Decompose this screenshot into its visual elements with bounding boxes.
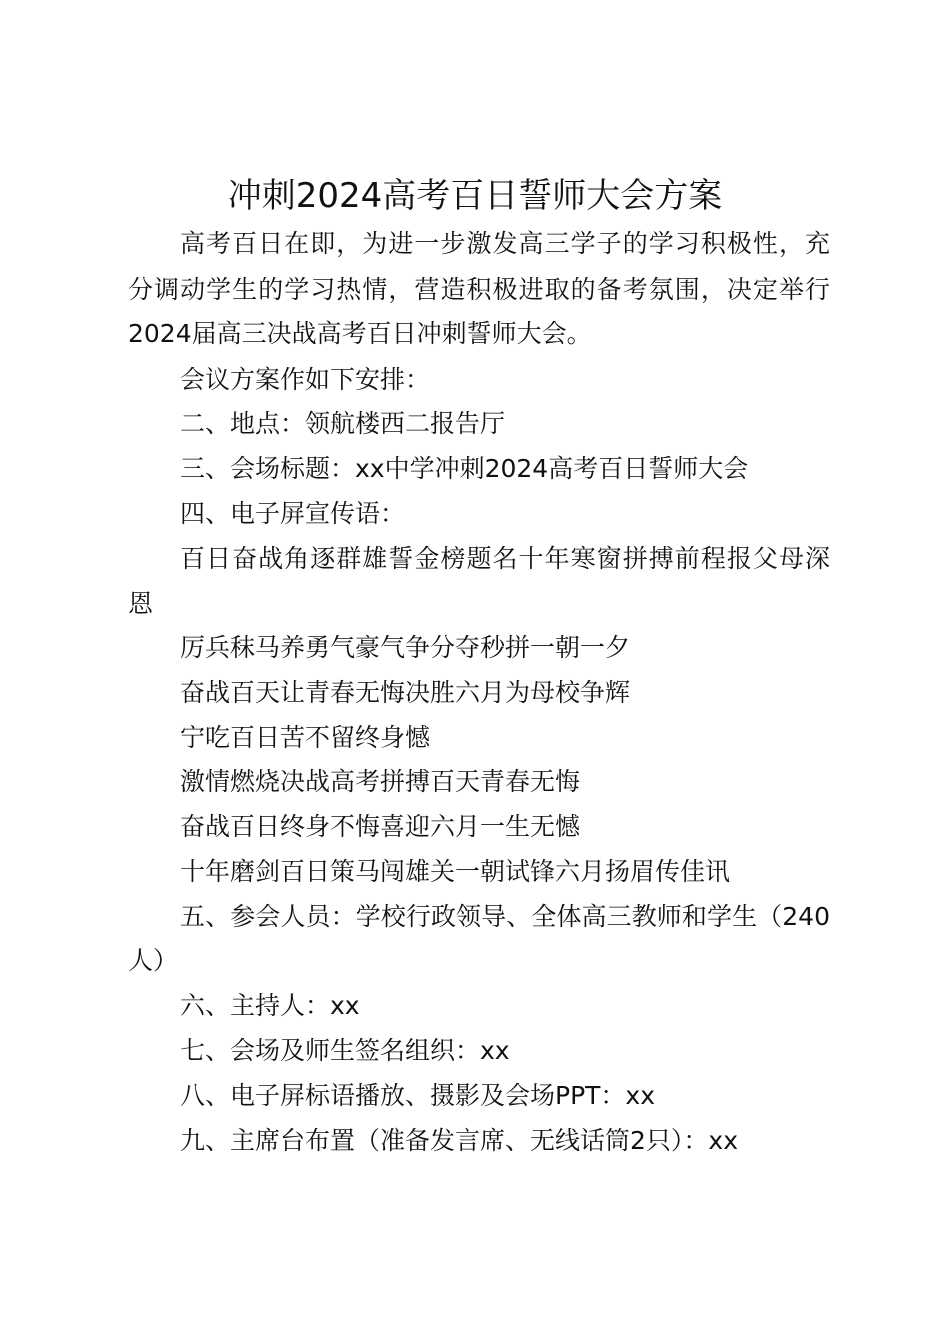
intro-line-2: 分调动学生的学习热情，营造积极进取的备考氛围，决定举行 [128,275,830,304]
item-screen-media: 八、电子屏标语播放、摄影及会场PPT：xx [180,1081,656,1110]
slogan-1-line-1: 百日奋战角逐群雄誓金榜题名十年寒窗拼搏前程报父母深 [180,544,830,573]
item-location: 二、地点：领航楼西二报告厅 [180,409,506,438]
participants-line-1: 五、参会人员：学校行政领导、全体高三教师和学生（240 [180,902,830,931]
item-screen-slogan-heading: 四、电子屏宣传语： [180,499,406,528]
item-venue-title: 三、会场标题：xx中学冲刺2024高考百日誓师大会 [180,454,749,483]
slogan-2: 厉兵秣马养勇气豪气争分夺秒拼一朝一夕 [180,633,631,662]
document-title: 冲刺2024高考百日誓师大会方案 [227,176,723,216]
slogan-6: 奋战百日终身不悔喜迎六月一生无憾 [180,812,581,841]
slogan-5: 激情燃烧决战高考拼搏百天青春无悔 [180,767,581,796]
slogan-3: 奋战百天让青春无悔决胜六月为母校争辉 [180,678,631,707]
slogan-7: 十年磨剑百日策马闯雄关一朝试锋六月扬眉传佳讯 [180,857,731,886]
participants-line-2: 人） [128,946,179,975]
arrangement-heading: 会议方案作如下安排： [180,365,431,394]
slogan-4: 宁吃百日苦不留终身憾 [180,723,431,752]
item-podium: 九、主席台布置（准备发言席、无线话筒2只）：xx [180,1126,738,1155]
intro-line-3: 2024届高三决战高考百日冲刺誓师大会。 [128,319,592,348]
intro-line-1: 高考百日在即，为进一步激发高三学子的学习积极性，充 [180,229,830,258]
item-signin: 七、会场及师生签名组织：xx [180,1036,510,1065]
item-host: 六、主持人：xx [180,991,360,1020]
slogan-1-line-2: 恩 [128,589,154,618]
